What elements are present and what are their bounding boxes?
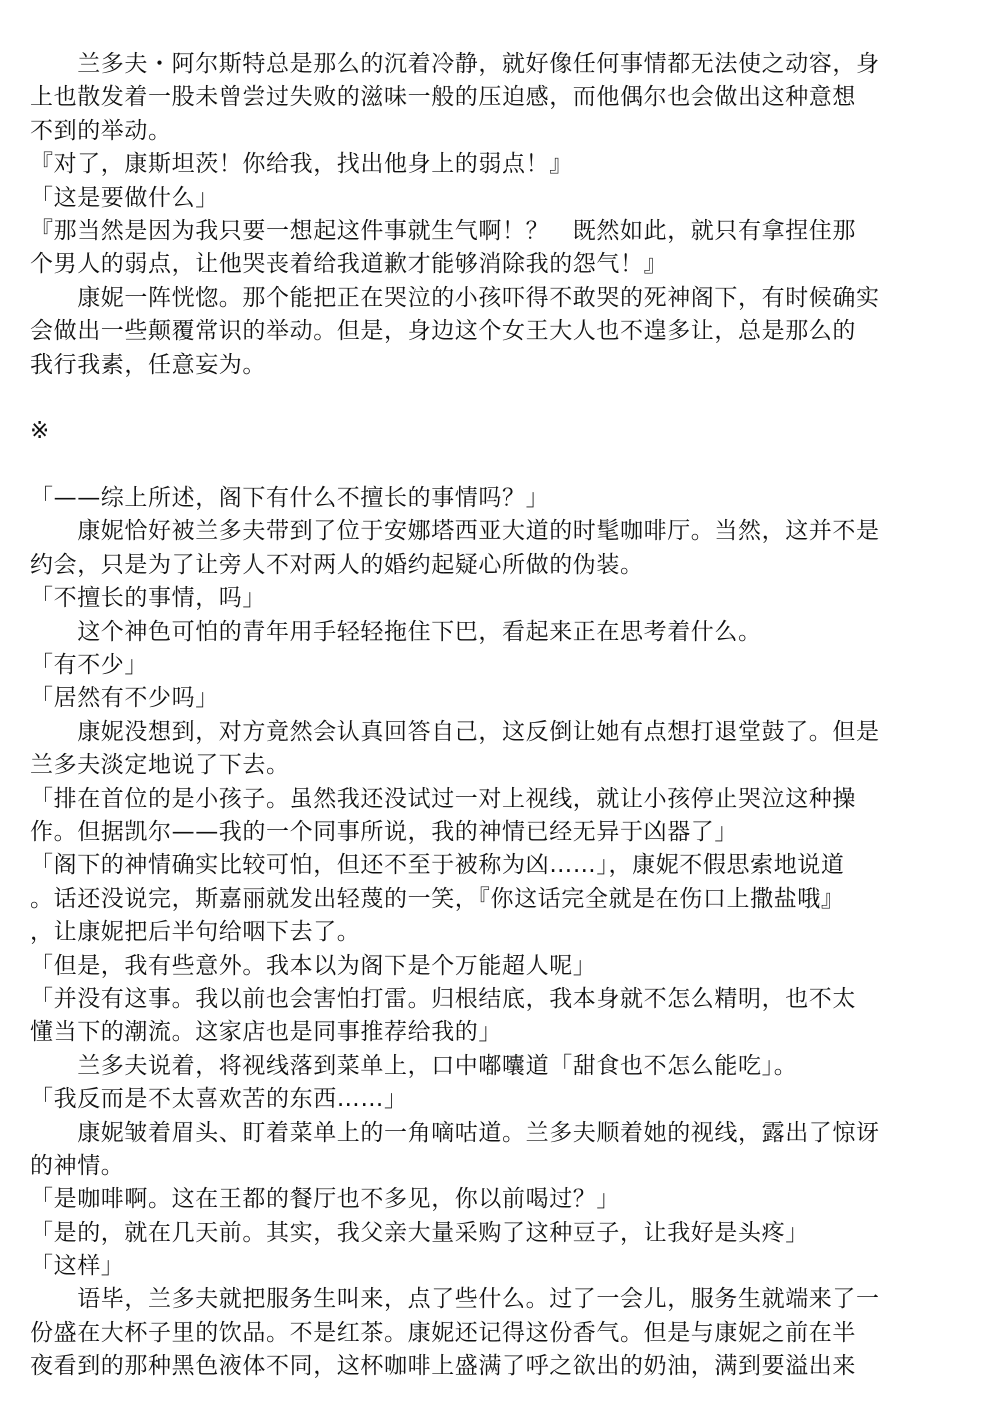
text-line: 「阁下的神情确实比较可怕，但还不至于被称为凶……」，康妮不假思索地说道 bbox=[30, 852, 845, 879]
text-line: 语毕，兰多夫就把服务生叫来，点了些什么。过了一会儿，服务生就端来了一 bbox=[30, 1286, 880, 1313]
text-line: 这个神色可怕的青年用手轻轻拖住下巴，看起来正在思考着什么。 bbox=[30, 618, 762, 645]
novel-page-text bbox=[30, 48, 978, 1384]
text-line: 『对了，康斯坦茨！你给我，找出他身上的弱点！』 bbox=[30, 151, 573, 178]
text-line: 「排在首位的是小孩子。虽然我还没试过一对上视线，就让小孩停止哭泣这种操 bbox=[30, 785, 856, 812]
text-line: 我行我素，任意妄为。 bbox=[30, 351, 266, 378]
text-line: 作。但据凯尔——我的一个同事所说，我的神情已经无异于凶器了」 bbox=[30, 818, 738, 845]
text-line: 「不擅长的事情，吗」 bbox=[30, 585, 266, 612]
text-line: 个男人的弱点，让他哭丧着给我道歉才能够消除我的怨气！』 bbox=[30, 251, 668, 278]
text-line: 兰多夫说着，将视线落到菜单上，口中嘟囔道「甜食也不怎么能吃」。 bbox=[30, 1052, 798, 1079]
text-line: 「有不少」 bbox=[30, 652, 148, 679]
text-line: 「但是，我有些意外。我本以为阁下是个万能超人呢」 bbox=[30, 952, 597, 979]
text-line: 「这是要做什么」 bbox=[30, 184, 219, 211]
text-line: 上也散发着一股未曾尝过失败的滋味一般的压迫感，而他偶尔也会做出这种意想 bbox=[30, 84, 856, 111]
text-line: ，让康妮把后半句给咽下去了。 bbox=[30, 919, 361, 946]
text-line: 份盛在大杯子里的饮品。不是红茶。康妮还记得这份香气。但是与康妮之前在半 bbox=[30, 1319, 856, 1346]
text-line: 「——综上所述，阁下有什么不擅长的事情吗？」 bbox=[30, 485, 550, 512]
text-line: 约会，只是为了让旁人不对两人的婚约起疑心所做的伪装。 bbox=[30, 551, 644, 578]
text-line: 会做出一些颠覆常识的举动。但是，身边这个女王大人也不遑多让，总是那么的 bbox=[30, 318, 856, 345]
text-line: 康妮皱着眉头、盯着菜单上的一角嘀咕道。兰多夫顺着她的视线，露出了惊讶 bbox=[30, 1119, 880, 1146]
text-line: 康妮一阵恍惚。那个能把正在哭泣的小孩吓得不敢哭的死神阁下，有时候确实 bbox=[30, 284, 880, 311]
text-line: 「居然有不少吗」 bbox=[30, 685, 219, 712]
text-line: 「我反而是不太喜欢苦的东西……」 bbox=[30, 1086, 408, 1113]
text-line: 「是的，就在几天前。其实，我父亲大量采购了这种豆子，让我好是头疼」 bbox=[30, 1219, 809, 1246]
text-line: 不到的举动。 bbox=[30, 117, 172, 144]
text-line: 夜看到的那种黑色液体不同，这杯咖啡上盛满了呼之欲出的奶油，满到要溢出来 bbox=[30, 1353, 856, 1380]
text-line: 「并没有这事。我以前也会害怕打雷。归根结底，我本身就不怎么精明，也不太 bbox=[30, 985, 856, 1012]
text-line: 的神情。 bbox=[30, 1152, 125, 1179]
text-line: 兰多夫淡定地说了下去。 bbox=[30, 752, 290, 779]
text-line: 。话还没说完，斯嘉丽就发出轻蔑的一笑，『你这话完全就是在伤口上撒盐哦』 bbox=[30, 885, 845, 912]
text-line: 「是咖啡啊。这在王都的餐厅也不多见，你以前喝过？」 bbox=[30, 1186, 620, 1213]
blank-line bbox=[30, 382, 978, 415]
text-line: 『那当然是因为我只要一想起这件事就生气啊！？ 既然如此，就只有拿捏住那 bbox=[30, 217, 856, 244]
blank-line bbox=[30, 449, 978, 482]
text-line: 兰多夫・阿尔斯特总是那么的沉着冷静，就好像任何事情都无法使之动容，身 bbox=[30, 51, 880, 77]
text-line: 康妮恰好被兰多夫带到了位于安娜塔西亚大道的时髦咖啡厅。当然，这并不是 bbox=[30, 518, 880, 545]
scene-break-mark: ※ bbox=[30, 418, 50, 445]
text-line: 「这样」 bbox=[30, 1253, 125, 1280]
text-line: 康妮没想到，对方竟然会认真回答自己，这反倒让她有点想打退堂鼓了。但是 bbox=[30, 718, 880, 745]
text-line: 懂当下的潮流。这家店也是同事推荐给我的」 bbox=[30, 1019, 502, 1046]
